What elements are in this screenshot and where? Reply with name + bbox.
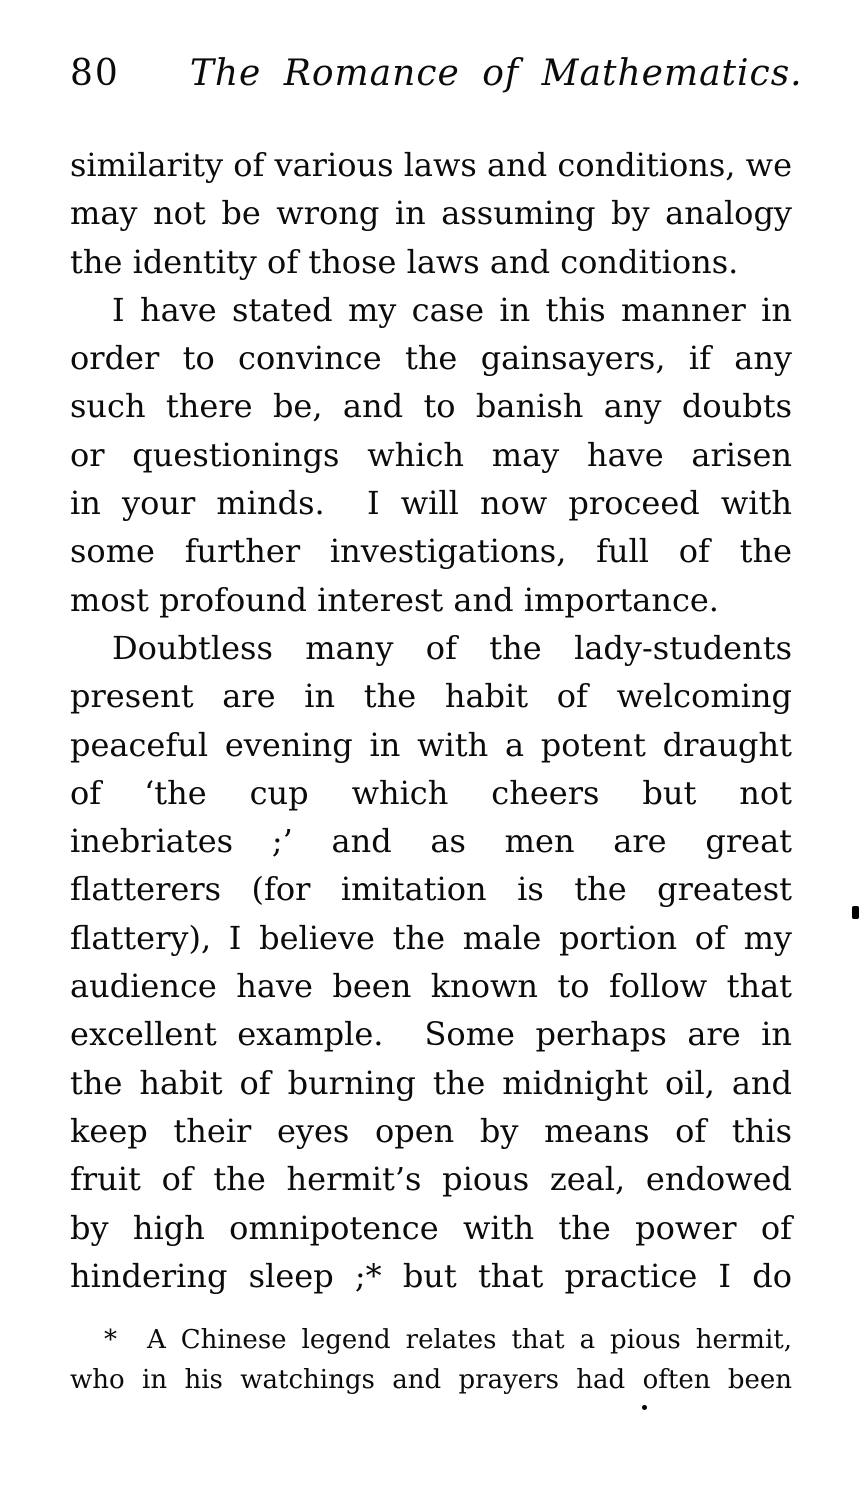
scan-artifact-speck: [852, 906, 859, 919]
text-line: some further investigations, full of the: [70, 532, 792, 571]
body-text: [70, 141, 792, 1300]
text-line: Doubtless many of the lady-students: [112, 628, 792, 667]
paragraph: [70, 141, 792, 286]
text-line: who in his watchings and prayers had often been: [70, 1365, 792, 1395]
text-line: may not be wrong in assuming by analogy: [70, 194, 792, 233]
text-line: order to convince the gainsayers, if any: [70, 339, 792, 378]
text-line: fruit of the hermit’s pious zeal, endowed: [70, 1160, 792, 1199]
text-line: inebriates ;’ and as men are great: [70, 822, 792, 861]
paragraph: [70, 286, 792, 624]
running-header: [70, 52, 803, 96]
page-number: 80: [70, 53, 120, 94]
text-line: excellent example. Some perhaps are in: [70, 1015, 792, 1054]
text-line: present are in the habit of welcoming: [70, 677, 792, 716]
text-line: or questionings which may have arisen: [70, 435, 792, 474]
text-line: I have stated my case in this manner in: [112, 290, 792, 329]
text-line: hindering sleep ;* but that practice I do: [70, 1256, 792, 1295]
text-line: such there be, and to banish any doubts: [70, 387, 792, 426]
footnote: [70, 1320, 792, 1400]
text-line: flatterers (for imitation is the greatest: [70, 870, 792, 909]
text-line: * A Chinese legend relates that a pious hermit,: [104, 1325, 792, 1355]
text-line: of ‘the cup which cheers but not: [70, 773, 792, 812]
text-line: the identity of those laws and conditions.: [70, 242, 739, 281]
text-line: peaceful evening in with a potent draught: [70, 725, 792, 764]
text-line: audience have been known to follow that: [70, 967, 792, 1006]
book-title: The Romance of Mathematics.: [189, 53, 803, 94]
text-line: in your minds. I will now proceed with: [70, 484, 792, 523]
text-line: keep their eyes open by means of this: [70, 1111, 792, 1150]
text-line: flattery), I believe the male portion of my: [70, 918, 792, 957]
text-line: the habit of burning the midnight oil, and: [70, 1063, 792, 1102]
text-line: most profound interest and importance.: [70, 580, 719, 619]
text-line: by high omnipotence with the power of: [70, 1208, 792, 1247]
paragraph: [70, 624, 792, 1300]
scan-artifact-dot: [642, 1405, 647, 1410]
text-line: similarity of various laws and conditions, we: [70, 146, 792, 184]
